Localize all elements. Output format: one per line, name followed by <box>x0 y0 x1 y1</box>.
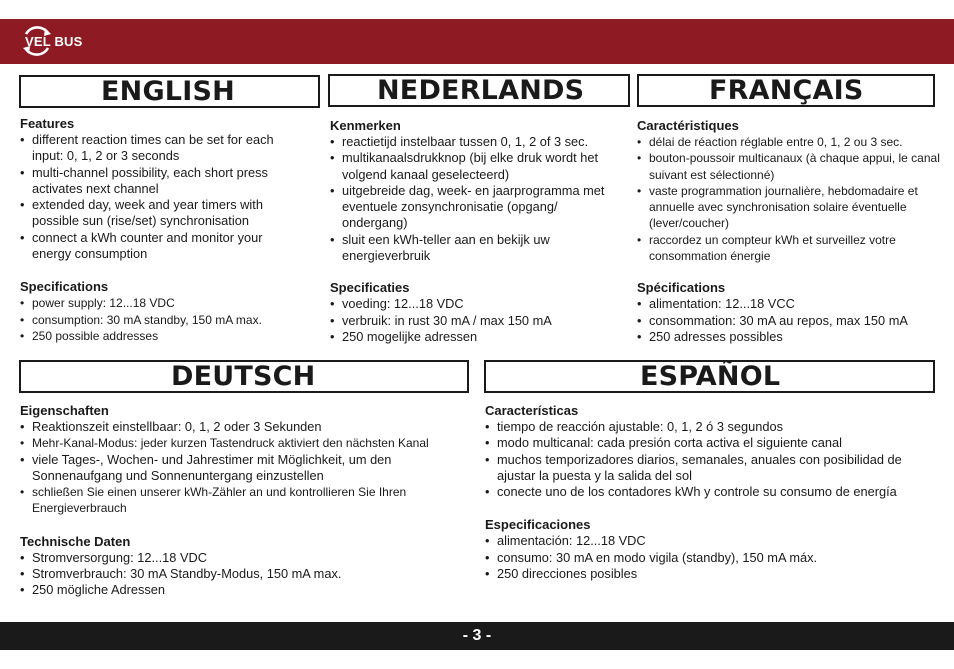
list-item: • raccordez un compteur kWh et surveillez votre consommation énergie <box>637 232 942 265</box>
list-item: • extended day, week and year timers with possible sun (rise/set) synchronisation <box>20 197 300 230</box>
list-item: • consumo: 30 mA en modo vigila (standby), 150 mA máx. <box>485 550 935 566</box>
german-specs-title: Technische Daten <box>20 533 131 549</box>
list-item: • 250 adresses possibles <box>637 329 942 345</box>
english-features-title: Features <box>20 116 75 131</box>
german-section <box>20 403 470 599</box>
list-item: • schließen Sie einen unserer kWh-Zähler an und kontrollieren Sie Ihren Energieverbrauch <box>20 484 470 517</box>
french-features-list <box>637 134 942 264</box>
list-item: • conecte uno de los contadores kWh y controle su consumo de energía <box>485 484 935 500</box>
list-item: • sluit een kWh-teller aan en bekijk uw energieverbruik <box>330 232 620 265</box>
list-item: • Stromversorgung: 12...18 VDC <box>20 550 470 566</box>
list-item: • verbruik: in rust 30 mA / max 150 mA <box>330 313 620 329</box>
german-features-list <box>20 419 470 517</box>
list-item: • 250 mogelijke adressen <box>330 329 620 345</box>
dutch-features-title: Kenmerken <box>330 118 401 133</box>
english-features-list <box>20 132 300 262</box>
spanish-features-list <box>485 419 935 500</box>
list-item: • vaste programmation journalière, hebdomadaire et annuelle avec synchronisation solaire éventuelle (lever/coucher) <box>637 183 942 232</box>
velbus-logo <box>20 24 110 58</box>
dutch-specs-list <box>330 296 620 345</box>
logo-text: VEL BUS <box>25 34 83 49</box>
spanish-specs-title: Especificaciones <box>485 517 591 533</box>
list-item: • délai de réaction réglable entre 0, 1, 2 ou 3 sec. <box>637 134 942 150</box>
dutch-heading: NEDERLANDS <box>328 74 630 107</box>
list-item: • Reaktionszeit einstellbaar: 0, 1, 2 oder 3 Sekunden <box>20 419 470 435</box>
dutch-features-list <box>330 134 620 264</box>
list-item: • 250 direcciones posibles <box>485 566 935 582</box>
english-section <box>20 116 300 344</box>
english-heading: ENGLISH <box>19 75 320 108</box>
french-section <box>637 118 942 345</box>
german-specs-list <box>20 550 470 599</box>
english-specs-title: Specifications <box>20 279 109 295</box>
page-number: - 3 - <box>462 627 492 644</box>
list-item: • voeding: 12...18 VDC <box>330 296 620 312</box>
list-item: • muchos temporizadores diarios, semanales, anuales con posibilidad de ajustar la puesta y la salida del sol <box>485 452 935 485</box>
list-item: • viele Tages-, Wochen- und Jahrestimer mit Möglichkeit, um den Sonnenaufgang und Sonnenuntergang einzustellen <box>20 452 470 485</box>
list-item: • multi-channel possibility, each short press activates next channel <box>20 165 300 198</box>
list-item: • multikanaalsdrukknop (bij elke druk wordt het volgend kanaal geselecteerd) <box>330 150 620 183</box>
spanish-section <box>485 403 935 582</box>
list-item: • alimentation: 12...18 VCC <box>637 296 942 312</box>
french-features-title: Caractéristiques <box>637 118 739 133</box>
list-item: • bouton-poussoir multicanaux (à chaque appui, le canal suivant est sélectionné) <box>637 150 942 183</box>
list-item: • 250 possible addresses <box>20 328 300 344</box>
french-specs-list <box>637 296 942 345</box>
list-item: • Stromverbrauch: 30 mA Standby-Modus, 150 mA max. <box>20 566 470 582</box>
dutch-specs-title: Specificaties <box>330 280 410 296</box>
header-bar <box>0 19 954 64</box>
spanish-features-title: Características <box>485 403 579 418</box>
spanish-specs-list <box>485 533 935 582</box>
german-heading: DEUTSCH <box>19 360 469 393</box>
footer-bar <box>0 622 954 650</box>
list-item: • reactietijd instelbaar tussen 0, 1, 2 of 3 sec. <box>330 134 620 150</box>
french-heading: FRANÇAIS <box>637 74 935 107</box>
list-item: • consumption: 30 mA standby, 150 mA max. <box>20 312 300 328</box>
dutch-section <box>330 118 620 345</box>
spanish-heading: ESPAÑOL <box>484 360 935 393</box>
french-specs-title: Spécifications <box>637 280 726 296</box>
list-item: • different reaction times can be set for each input: 0, 1, 2 or 3 seconds <box>20 132 300 165</box>
list-item: • consommation: 30 mA au repos, max 150 mA <box>637 313 942 329</box>
list-item: • tiempo de reacción ajustable: 0, 1, 2 ó 3 segundos <box>485 419 935 435</box>
list-item: • uitgebreide dag, week- en jaarprogramma met eventuele zonsynchronisatie (opgang/ ondergang) <box>330 183 620 232</box>
list-item: • Mehr-Kanal-Modus: jeder kurzen Tastendruck aktiviert den nächsten Kanal <box>20 435 470 451</box>
list-item: • alimentación: 12...18 VDC <box>485 533 935 549</box>
list-item: • power supply: 12...18 VDC <box>20 295 300 311</box>
german-features-title: Eigenschaften <box>20 403 109 418</box>
english-specs-list <box>20 295 300 344</box>
list-item: • 250 mögliche Adressen <box>20 582 470 598</box>
list-item: • connect a kWh counter and monitor your energy consumption <box>20 230 300 263</box>
list-item: • modo multicanal: cada presión corta activa el siguiente canal <box>485 435 935 451</box>
